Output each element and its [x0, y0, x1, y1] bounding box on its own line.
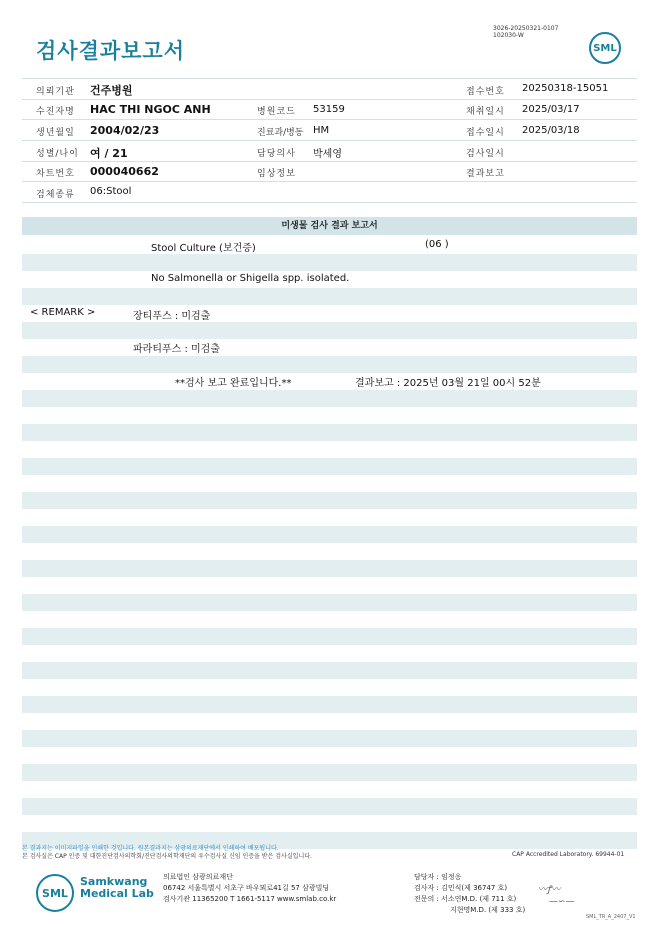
- birth-label: 생년월일: [36, 128, 75, 138]
- test-code: (06 ): [425, 239, 449, 250]
- report-stripe: [22, 594, 637, 611]
- divider: [22, 78, 637, 79]
- completion-text: **검사 보고 완료입니다.**: [175, 378, 292, 389]
- report-stripe: [22, 492, 637, 509]
- accreditation-notice: 본 검사실은 CAP 인증 및 대한진단검사의학회/진단검사의학재단의 우수검사실 신임 인증을 받은 검사실입니다.: [22, 853, 312, 860]
- logo-text: SML: [593, 42, 617, 54]
- report-stripe: [22, 662, 637, 679]
- report-stripe: [22, 628, 637, 645]
- specimen-value: 06:Stool: [90, 186, 132, 197]
- receipt-date-label: 접수일시: [466, 128, 505, 138]
- image-notice: 본 결과지는 이미지파일을 인쇄한 것입니다. 원본결과지는 삼광의료재단에서 인쇄하여 배포됩니다.: [22, 845, 279, 852]
- remark-typhoid: 장티푸스 : 미검출: [133, 311, 211, 322]
- sml-footer-logo-icon: [36, 874, 74, 912]
- document-id-line1: 3026-20250321-0107: [493, 25, 559, 32]
- divider: [22, 99, 637, 100]
- sml-logo-icon: [589, 32, 621, 64]
- divider: [22, 202, 637, 203]
- dept-label: 진료과/병동: [257, 128, 304, 138]
- report-stripe: [22, 254, 637, 271]
- report-stripe: [22, 560, 637, 577]
- report-stripe: [22, 526, 637, 543]
- staff-line2: 검사자 : 김민식(제 36747 호): [414, 884, 508, 892]
- specimen-label: 검체종류: [36, 190, 75, 200]
- document-id-line2: 102030-W: [493, 32, 524, 39]
- name-label: 수진자명: [36, 107, 75, 117]
- receipt-date-value: 2025/03/18: [522, 125, 580, 136]
- report-stripe: [22, 356, 637, 373]
- receipt-no-label: 접수번호: [466, 87, 505, 97]
- report-stripe: [22, 798, 637, 815]
- report-stripe: [22, 288, 637, 305]
- collect-date-label: 채취일시: [466, 107, 505, 117]
- report-stripe: [22, 764, 637, 781]
- divider: [22, 119, 637, 120]
- report-stripe: [22, 390, 637, 407]
- test-date-label: 검사일시: [466, 149, 505, 159]
- test-name: Stool Culture (보건증): [151, 243, 256, 254]
- company-address: [163, 872, 336, 905]
- birth-value: 2004/02/23: [90, 124, 160, 137]
- receipt-no-value: 20250318-15051: [522, 83, 609, 94]
- document-id: [493, 25, 558, 39]
- test-result: No Salmonella or Shigella spp. isolated.: [151, 273, 350, 284]
- report-stripe: [22, 696, 637, 713]
- address-line1: 의료법인 삼광의료재단: [163, 873, 233, 881]
- name-value: HAC THI NGOC ANH: [90, 103, 211, 116]
- divider: [22, 181, 637, 182]
- form-code: SML_TR_A_2407_V1: [586, 914, 636, 920]
- gender-value: 여 / 21: [90, 147, 128, 160]
- result-report-label: 결과보고: [466, 169, 505, 179]
- report-stripe: [22, 458, 637, 475]
- chart-value: 000040662: [90, 165, 159, 178]
- divider: [22, 140, 637, 141]
- divider: [22, 161, 637, 162]
- remark-paratyphoid: 파라티푸스 : 미검출: [133, 344, 221, 355]
- address-line3: 검사기관 11365200 T 1661-5117 www.smlab.co.kr: [163, 895, 337, 903]
- staff-list: [414, 872, 525, 916]
- dept-value: HM: [313, 125, 330, 136]
- staff-line4: 지현명M.D. (제 333 호): [450, 906, 526, 914]
- address-line2: 06742 서울특별시 서초구 바우뫼로41길 57 삼광빌딩: [163, 884, 330, 892]
- hospital-label: 의뢰기관: [36, 87, 75, 97]
- gender-label: 성별/나이: [36, 149, 79, 159]
- chart-label: 차트번호: [36, 169, 75, 179]
- signature-2: —∽—: [549, 897, 575, 907]
- company-name-line2: Medical Lab: [80, 887, 154, 900]
- company-name-line1: Samkwang: [80, 875, 148, 888]
- hospital-code-value: 53159: [313, 104, 345, 115]
- page-title: 검사결과보고서: [36, 39, 186, 63]
- signature-1: 〰ꝭ〰: [538, 885, 561, 895]
- remark-label: < REMARK >: [30, 307, 96, 318]
- report-stripe: [22, 730, 637, 747]
- report-stripe: [22, 322, 637, 339]
- hospital-code-label: 병원코드: [257, 107, 296, 117]
- report-stripe: [22, 424, 637, 441]
- hospital-value: 건주병원: [90, 84, 133, 97]
- footer-logo-text: SML: [42, 886, 68, 900]
- doctor-label: 담당의사: [257, 149, 296, 159]
- staff-line1: 담당자 : 임정응: [414, 873, 462, 881]
- collect-date-value: 2025/03/17: [522, 104, 580, 115]
- cap-accreditation: CAP Accredited Laboratory. 69944-01: [512, 851, 625, 858]
- doctor-value: 박세영: [313, 149, 342, 160]
- staff-line3: 전문의 : 서소연M.D. (제 711 호): [414, 895, 517, 903]
- clinical-label: 임상정보: [257, 169, 296, 179]
- company-name: [80, 876, 154, 900]
- report-time: 결과보고 : 2025년 03월 21일 00시 52분: [355, 378, 541, 389]
- report-section-title: 미생물 검사 결과 보고서: [22, 217, 637, 235]
